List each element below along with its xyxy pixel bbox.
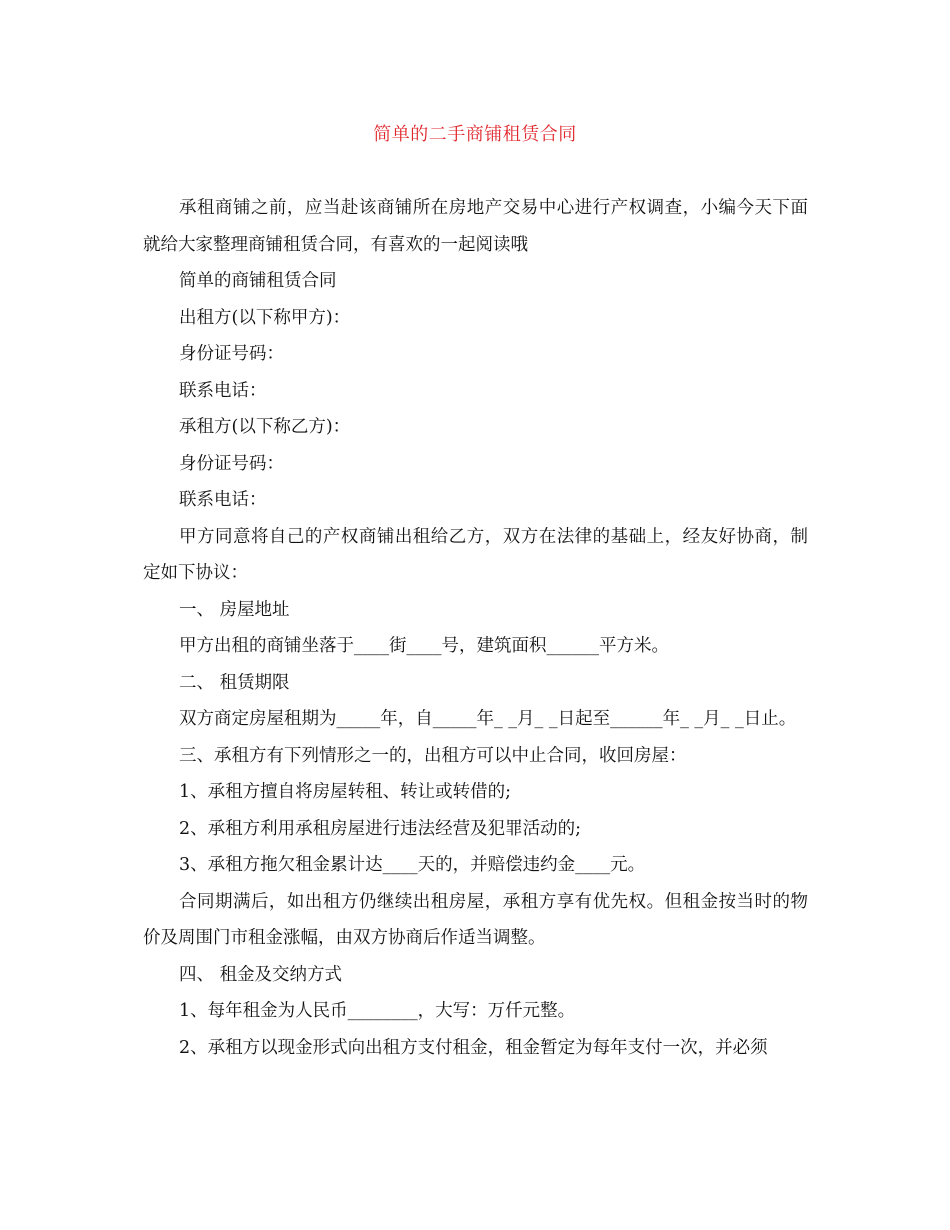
address-clause: 甲方出租的商铺坐落于____街____号，建筑面积______平方米。 [179, 636, 669, 656]
term-clause: 双方商定房屋租期为_____年，自_____年_ _月_ _日起至______年_ _月_ _日止。 [179, 709, 797, 729]
termination-item-2: 2、承租方利用承租房屋进行违法经营及犯罪活动的; [179, 818, 582, 839]
rent-item-1: 1、每年租金为人民币________，大写：万仟元整。 [179, 1001, 576, 1021]
contract-heading: 简单的商铺租赁合同 [179, 271, 337, 291]
lessee-id-label: 身份证号码： [179, 453, 284, 474]
section-heading-term: 二、 租赁期限 [179, 672, 290, 693]
section-heading-termination: 三、承租方有下列情形之一的，出租方可以中止合同，收回房屋： [179, 745, 687, 766]
lessee-phone-label: 联系电话： [179, 490, 267, 510]
renewal-paragraph: 合同期满后，如出租方仍继续出租房屋，承租方享有优先权。但租金按当时的物价及周围门市租金涨幅，由双方协商后作适当调整。 [143, 891, 808, 948]
section-heading-rent: 四、 租金及交纳方式 [179, 964, 343, 985]
intro-paragraph: 承租商铺之前，应当赴该商铺所在房地产交易中心进行产权调查，小编今天下面就给大家整理商铺租赁合同，有喜欢的一起阅读哦 [143, 198, 808, 255]
lessor-label: 出租方(以下称甲方)： [179, 307, 351, 328]
termination-item-1: 1、承租方擅自将房屋转租、转让或转借的; [179, 782, 512, 802]
lessor-phone-label: 联系电话： [179, 380, 267, 401]
lessee-label: 承租方(以下称乙方)： [179, 417, 351, 437]
lessor-id-label: 身份证号码： [179, 344, 284, 364]
document-title: 简单的二手商铺租赁合同 [373, 124, 577, 145]
document-body [143, 190, 808, 1066]
termination-item-3: 3、承租方拖欠租金累计达____天的，并赔偿违约金____元。 [179, 855, 646, 875]
section-heading-address: 一、 房屋地址 [179, 599, 290, 620]
rent-item-2: 2、承租方以现金形式向出租方支付租金，租金暂定为每年支付一次，并必须 [179, 1037, 768, 1058]
agreement-paragraph: 甲方同意将自己的产权商铺出租给乙方，双方在法律的基础上，经友好协商，制定如下协议： [143, 526, 808, 583]
